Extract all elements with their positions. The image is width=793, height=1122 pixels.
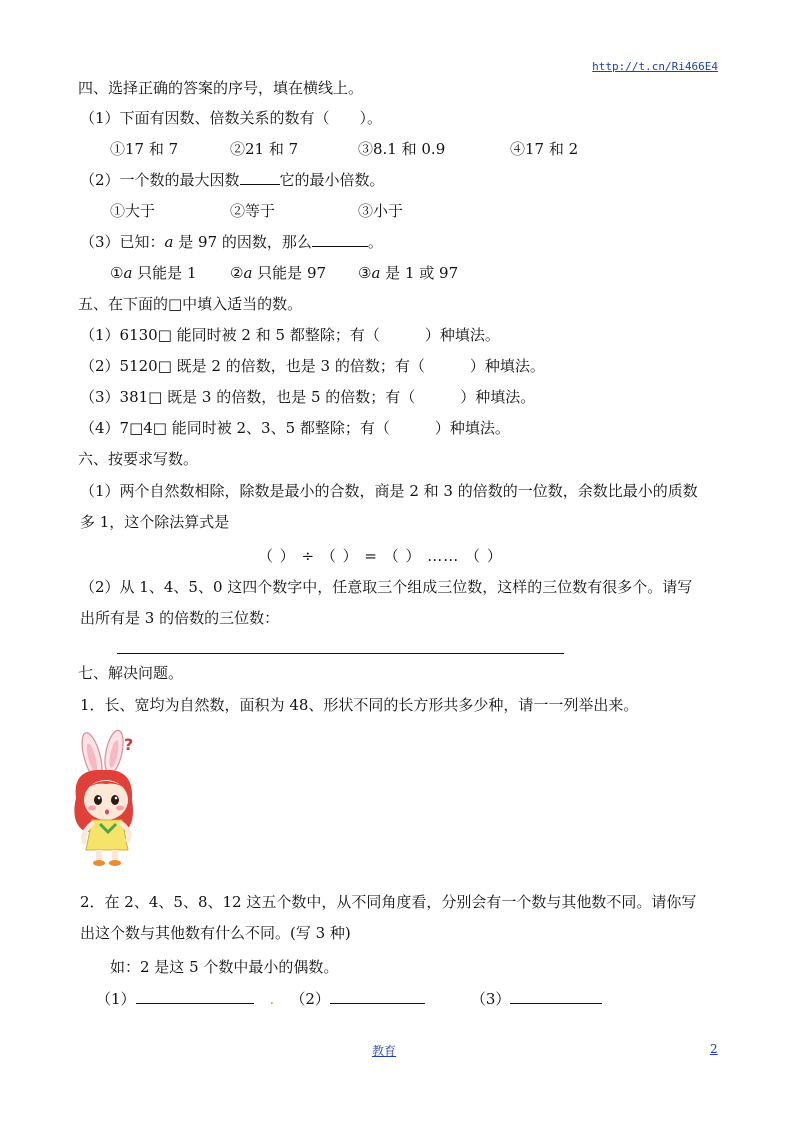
option: ③小于 [358, 202, 404, 220]
option: ②21 和 7 [230, 140, 299, 158]
q3-after: 。 [367, 233, 383, 251]
option: ①大于 [110, 202, 156, 220]
q3-before: （3）已知： [80, 233, 165, 251]
section4-q1: （1）下面有因数、倍数关系的数有（ ）。 [80, 109, 383, 127]
option: ③8.1 和 0.9 [358, 140, 446, 158]
answer-blank[interactable] [136, 989, 254, 1004]
answer-label: （3） [470, 990, 511, 1008]
option: ②a 只能是 97 [230, 264, 327, 282]
section5-item: （2）5120□ 既是 2 的倍数，也是 3 的倍数；有（ ）种填法。 [80, 357, 545, 375]
dot-mark: . [269, 990, 275, 1008]
section4-q3 [80, 232, 383, 252]
footer-link[interactable]: 教育 [372, 1044, 397, 1058]
division-formula: （ ） ÷ （ ） = （ ） …… （ ） [258, 547, 503, 565]
answer-blank[interactable] [312, 232, 368, 247]
section4-q2-options [110, 201, 403, 221]
answer-label: （1） [96, 990, 136, 1008]
q2-after: 它的最小倍数。 [279, 171, 385, 189]
section6-q2-line1: （2）从 1、4、5、0 这四个数字中，任意取三个组成三位数，这样的三位数有很多个。请写 [80, 578, 693, 596]
section6-q2-line2: 出所有是 3 的倍数的三位数： [80, 609, 280, 627]
answer-blank[interactable] [240, 170, 280, 185]
section5-item: （3）381□ 既是 3 的倍数，也是 5 的倍数；有（ ）种填法。 [80, 388, 536, 406]
answer-blank[interactable] [510, 989, 602, 1004]
option: ③a 是 1 或 97 [358, 264, 459, 282]
q3-middle: 是 97 的因数，那么 [173, 233, 312, 251]
section4-q3-options [110, 263, 458, 283]
problem-2-line1: 2．在 2、4、5、8、12 这五个数中，从不同角度看，分别会有一个数与其他数不同。请你写 [80, 893, 697, 911]
option: ②等于 [230, 202, 276, 220]
section5-title: 五、在下面的□中填入适当的数。 [78, 295, 303, 313]
answer-line[interactable] [117, 653, 564, 654]
q3-var: a [164, 233, 174, 251]
option: ①17 和 7 [110, 140, 179, 158]
option: ④17 和 2 [510, 140, 579, 158]
section4-title: 四、选择正确的答案的序号，填在横线上。 [78, 79, 364, 97]
problem-2-line2: 出这个数与其他数有什么不同。(写 3 种) [80, 924, 351, 942]
section6-q1-line1: （1）两个自然数相除，除数是最小的合数，商是 2 和 3 的倍数的一位数，余数比最小的质数 [80, 482, 698, 500]
option: ①a 只能是 1 [110, 264, 197, 282]
section5-item: （1）6130□ 能同时被 2 和 5 都整除；有（ ）种填法。 [80, 326, 500, 344]
section4-q2 [80, 170, 385, 190]
section6-q1-line2: 多 1，这个除法算式是 [80, 513, 230, 531]
example-text: 如：2 是这 5 个数中最小的偶数。 [110, 958, 339, 976]
page-number: 2 [710, 1042, 718, 1056]
svg-text:?: ? [124, 735, 134, 754]
q2-before: （2）一个数的最大因数 [80, 171, 240, 189]
answer-blank[interactable] [330, 989, 425, 1004]
problem-1: 1．长、宽均为自然数，面积为 48、形状不同的长方形共多少种，请一一列举出来。 [80, 696, 639, 714]
answer-row [96, 989, 602, 1009]
section5-item: （4）7□4□ 能同时被 2、3、5 都整除；有（ ）种填法。 [80, 419, 510, 437]
answer-label: （2） [290, 990, 330, 1008]
section4-q1-options [110, 139, 578, 159]
section7-title: 七、解决问题。 [78, 664, 184, 682]
header-url-link[interactable]: http://t.cn/Ri466E4 [592, 60, 718, 73]
section6-title: 六、按要求写数。 [78, 450, 199, 468]
rabbit-girl-illustration [62, 728, 152, 868]
